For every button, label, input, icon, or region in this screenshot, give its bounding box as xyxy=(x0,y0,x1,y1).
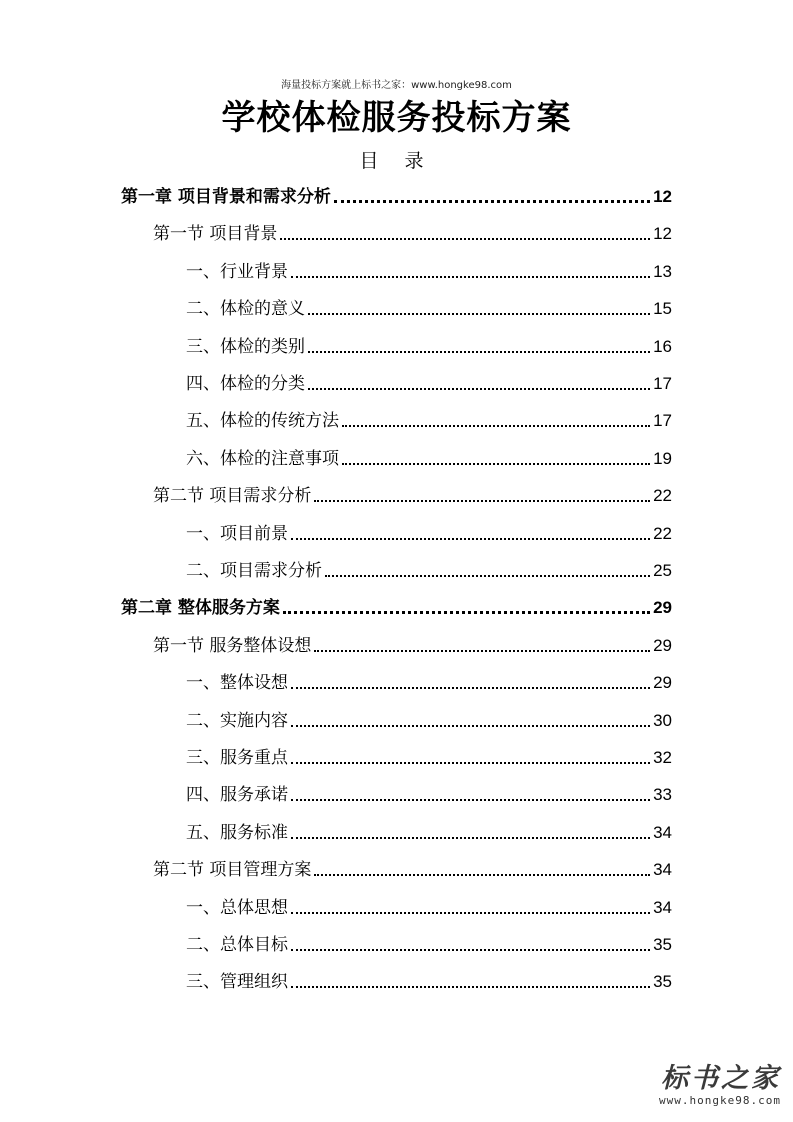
toc-entry-item[interactable] xyxy=(186,442,672,470)
toc-dot-leader xyxy=(291,276,650,278)
toc-entry-section[interactable] xyxy=(153,853,672,881)
toc-entry-label: 四、服务承诺 xyxy=(186,785,288,806)
toc-dot-leader xyxy=(280,238,650,240)
toc-entry-label: 一、行业背景 xyxy=(186,261,288,282)
toc-entry-label: 第二节 项目需求分析 xyxy=(153,486,312,507)
toc-page-number: 12 xyxy=(653,224,672,244)
toc-dot-leader xyxy=(291,799,650,801)
toc-page-number: 30 xyxy=(653,710,672,730)
logo-text: 标书之家 xyxy=(661,1063,781,1094)
toc-entry-section[interactable] xyxy=(153,629,672,657)
toc-entry-item[interactable] xyxy=(186,666,672,694)
toc-page-number: 13 xyxy=(653,261,672,281)
toc-entry-item[interactable] xyxy=(186,928,672,956)
toc-page-number: 17 xyxy=(653,374,672,393)
toc-entry-label: 三、服务重点 xyxy=(186,748,288,768)
toc-entry-label: 二、项目需求分析 xyxy=(186,561,322,581)
toc-dot-leader xyxy=(308,388,650,390)
toc-entry-label: 四、体检的分类 xyxy=(186,374,305,394)
toc-entry-section[interactable] xyxy=(153,217,672,245)
toc-entry-label: 一、项目前景 xyxy=(186,523,288,544)
toc-entry-label: 三、管理组织 xyxy=(186,972,288,993)
toc-page-number: 16 xyxy=(653,336,672,356)
toc-entry-label: 二、体检的意义 xyxy=(186,299,305,320)
toc-page-number: 33 xyxy=(653,785,672,805)
toc-page-number: 32 xyxy=(653,748,672,767)
toc-entry-chapter[interactable] xyxy=(121,180,672,208)
toc-page-number: 15 xyxy=(653,299,672,319)
toc-dot-leader xyxy=(291,538,650,540)
toc-dot-leader xyxy=(334,200,650,203)
toc-entry-item[interactable] xyxy=(186,330,672,358)
toc-entry-label: 二、总体目标 xyxy=(186,935,288,955)
toc-entry-item[interactable] xyxy=(186,367,672,395)
toc-dot-leader xyxy=(291,687,650,689)
toc-entry-label: 第一节 项目背景 xyxy=(153,224,278,245)
toc-dot-leader xyxy=(342,425,650,427)
toc-entry-label: 三、体检的类别 xyxy=(186,336,305,357)
toc-entry-label: 五、服务标准 xyxy=(186,822,288,843)
toc-heading: 目 录 xyxy=(359,150,434,172)
toc-entry-chapter[interactable] xyxy=(121,591,672,619)
toc-page-number: 29 xyxy=(653,673,672,693)
toc-dot-leader xyxy=(291,986,650,988)
toc-entry-label: 第二节 项目管理方案 xyxy=(153,860,312,881)
toc-entry-item[interactable] xyxy=(186,816,672,844)
toc-page-number: 29 xyxy=(653,635,672,655)
toc-entry-item[interactable] xyxy=(186,255,672,283)
toc-dot-leader xyxy=(308,313,650,315)
toc-entry-label: 一、整体设想 xyxy=(186,673,288,694)
toc-entry-item[interactable] xyxy=(186,741,672,769)
toc-entry-item[interactable] xyxy=(186,517,672,545)
toc-entry-label: 二、实施内容 xyxy=(186,710,288,731)
toc-page-number: 22 xyxy=(653,523,672,543)
toc-page-number: 29 xyxy=(653,598,672,618)
toc-entry-label: 六、体检的注意事项 xyxy=(186,448,339,469)
toc-entry-section[interactable] xyxy=(153,479,672,507)
toc-entry-label: 一、总体思想 xyxy=(186,897,288,918)
toc-page-number: 19 xyxy=(653,448,672,468)
toc-page-number: 35 xyxy=(653,972,672,992)
toc-entry-item[interactable] xyxy=(186,292,672,320)
toc-entry-item[interactable] xyxy=(186,404,672,432)
toc-entry-label: 第一节 服务整体设想 xyxy=(153,635,312,656)
toc-entry-item[interactable] xyxy=(186,778,672,806)
toc-page-number: 12 xyxy=(653,187,672,206)
toc-dot-leader xyxy=(314,874,650,876)
toc-dot-leader xyxy=(291,912,650,914)
toc-dot-leader xyxy=(308,351,650,353)
toc-page-number: 22 xyxy=(653,486,672,506)
toc-entry-item[interactable] xyxy=(186,554,672,582)
toc-dot-leader xyxy=(314,500,650,502)
toc-page-number: 35 xyxy=(653,935,672,954)
toc-entry-item[interactable] xyxy=(186,891,672,919)
logo xyxy=(631,1064,781,1114)
header-note: 海量投标方案就上标书之家：www.hongke98.com xyxy=(281,80,512,91)
toc-dot-leader xyxy=(325,575,650,577)
toc-entry-item[interactable] xyxy=(186,704,672,732)
toc-page-number: 34 xyxy=(653,860,672,880)
toc-page-number: 25 xyxy=(653,561,672,580)
toc-dot-leader xyxy=(291,949,650,951)
toc-entry-label: 五、体检的传统方法 xyxy=(186,411,339,432)
toc-entry-label: 第二章 整体服务方案 xyxy=(121,598,280,619)
toc-page-number: 17 xyxy=(653,411,672,431)
toc-dot-leader xyxy=(291,837,650,839)
toc-entry-label: 第一章 项目背景和需求分析 xyxy=(121,187,331,207)
toc-dot-leader xyxy=(314,650,650,652)
toc-dot-leader xyxy=(291,762,650,764)
toc-dot-leader xyxy=(291,725,650,727)
logo-url: www.hongke98.com xyxy=(659,1094,781,1107)
toc-page-number: 34 xyxy=(653,822,672,842)
document-title: 学校体检服务投标方案 xyxy=(221,98,572,138)
toc-entry-item[interactable] xyxy=(186,965,672,993)
toc-dot-leader xyxy=(342,463,650,465)
toc-page-number: 34 xyxy=(653,897,672,917)
toc-dot-leader xyxy=(283,611,650,614)
